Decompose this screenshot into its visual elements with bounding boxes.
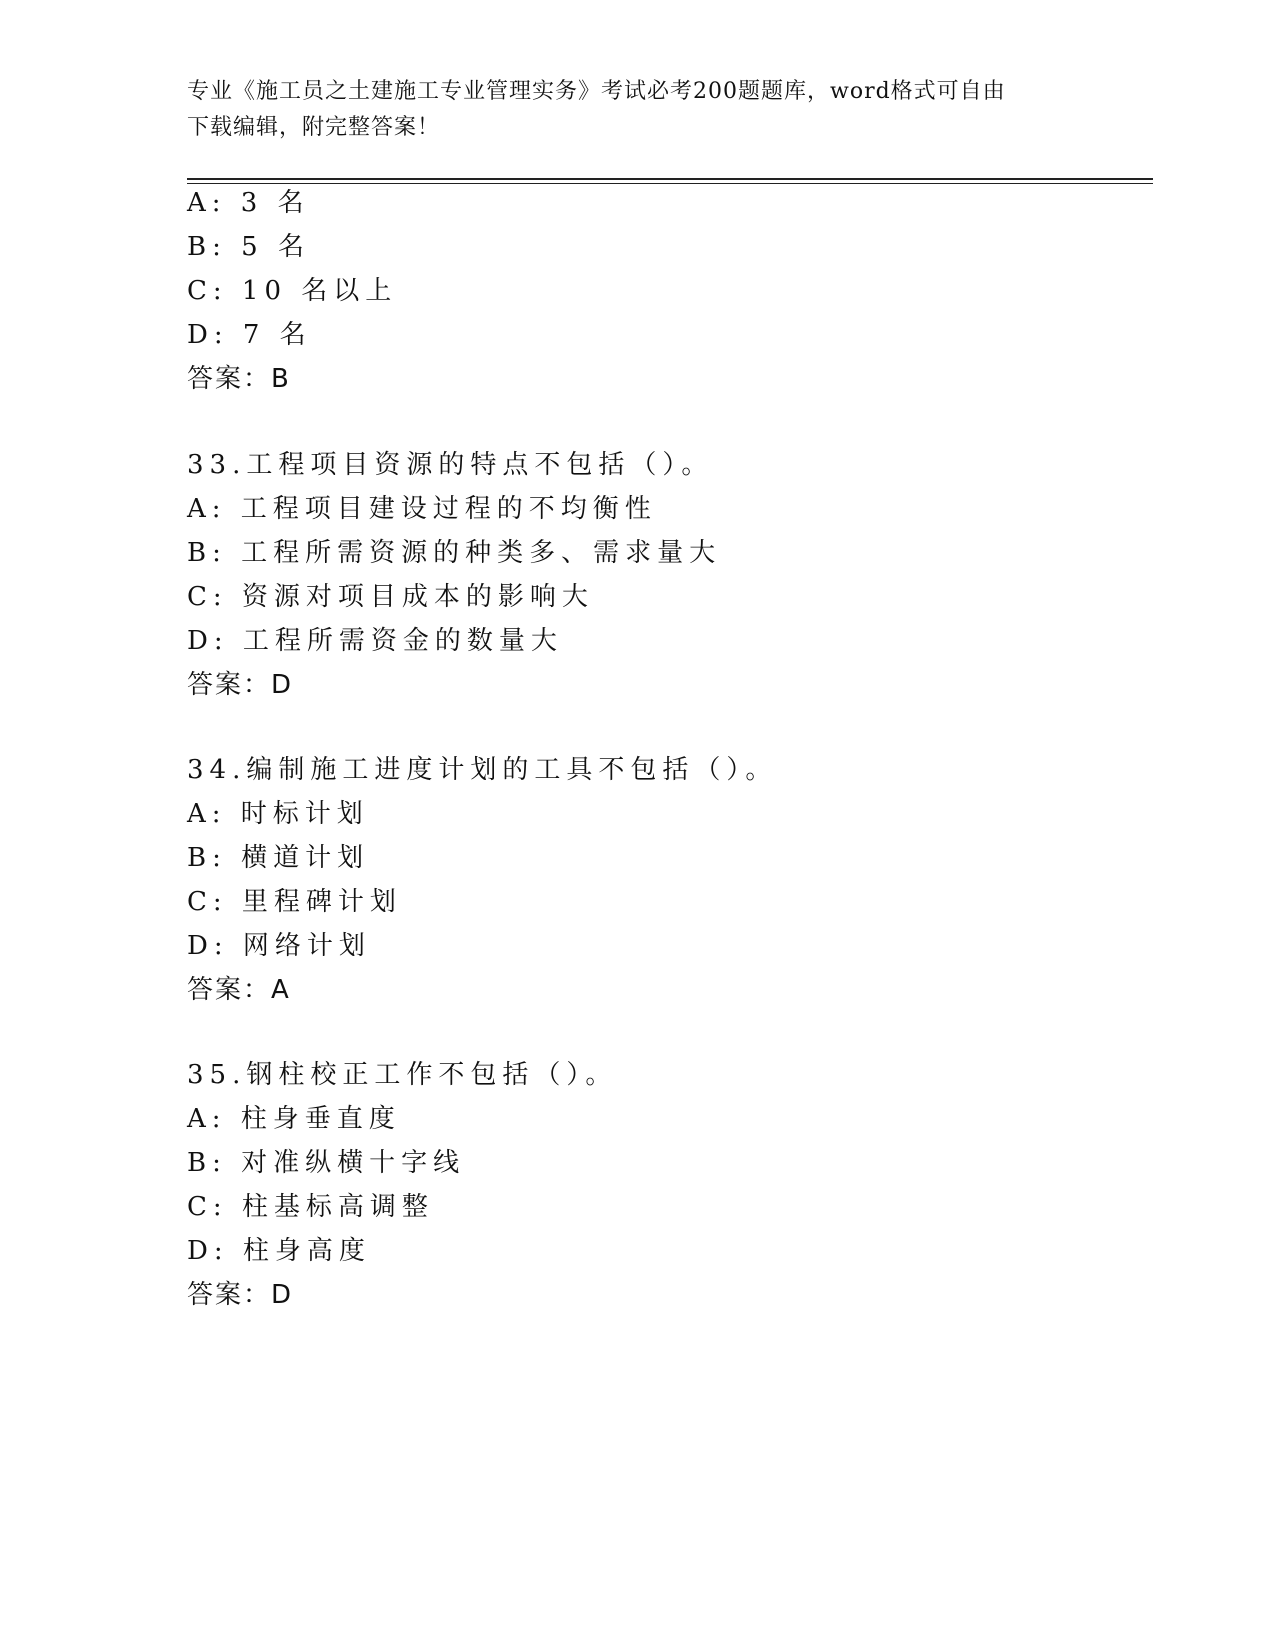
q35-option-b: B: 对准纵横十字线 — [187, 1148, 466, 1178]
q34-question: 34.编制施工进度计划的工具不包括（）。 — [187, 755, 778, 785]
q35-question: 35.钢柱校正工作不包括（）。 — [187, 1060, 618, 1090]
document-header — [187, 74, 1087, 146]
q35-answer: 答案：D — [187, 1280, 294, 1310]
q33-question: 33.工程项目资源的特点不包括（）。 — [187, 450, 714, 480]
q32-option-d: D: 7 名 — [187, 320, 312, 350]
q35-option-a: A: 柱身垂直度 — [187, 1104, 401, 1134]
q35-option-d: D: 柱身高度 — [187, 1236, 371, 1266]
q32-option-a: A: 3 名 — [187, 188, 310, 218]
q32-answer: 答案：B — [187, 364, 291, 394]
header-divider — [187, 178, 1153, 180]
q32-option-b: B: 5 名 — [187, 232, 310, 262]
q33-option-b: B: 工程所需资源的种类多、需求量大 — [187, 538, 722, 568]
q33-option-c: C: 资源对项目成本的影响大 — [187, 582, 594, 612]
q35-option-c: C: 柱基标高调整 — [187, 1192, 434, 1222]
header-line-2: 下载编辑，附完整答案！ — [187, 115, 441, 140]
q34-option-c: C: 里程碑计划 — [187, 887, 402, 917]
q33-answer: 答案：D — [187, 670, 294, 700]
header-divider-thin — [187, 183, 1153, 184]
q34-option-a: A: 时标计划 — [187, 799, 369, 829]
q32-option-c: C: 10 名以上 — [187, 276, 398, 306]
q34-option-b: B: 横道计划 — [187, 843, 370, 873]
header-line-1: 专业《施工员之土建施工专业管理实务》考试必考200题题库，word格式可自由 — [187, 79, 1006, 104]
q33-option-a: A: 工程项目建设过程的不均衡性 — [187, 494, 657, 524]
q33-option-d: D: 工程所需资金的数量大 — [187, 626, 563, 656]
q34-option-d: D: 网络计划 — [187, 931, 371, 961]
q34-answer: 答案：A — [187, 975, 291, 1005]
